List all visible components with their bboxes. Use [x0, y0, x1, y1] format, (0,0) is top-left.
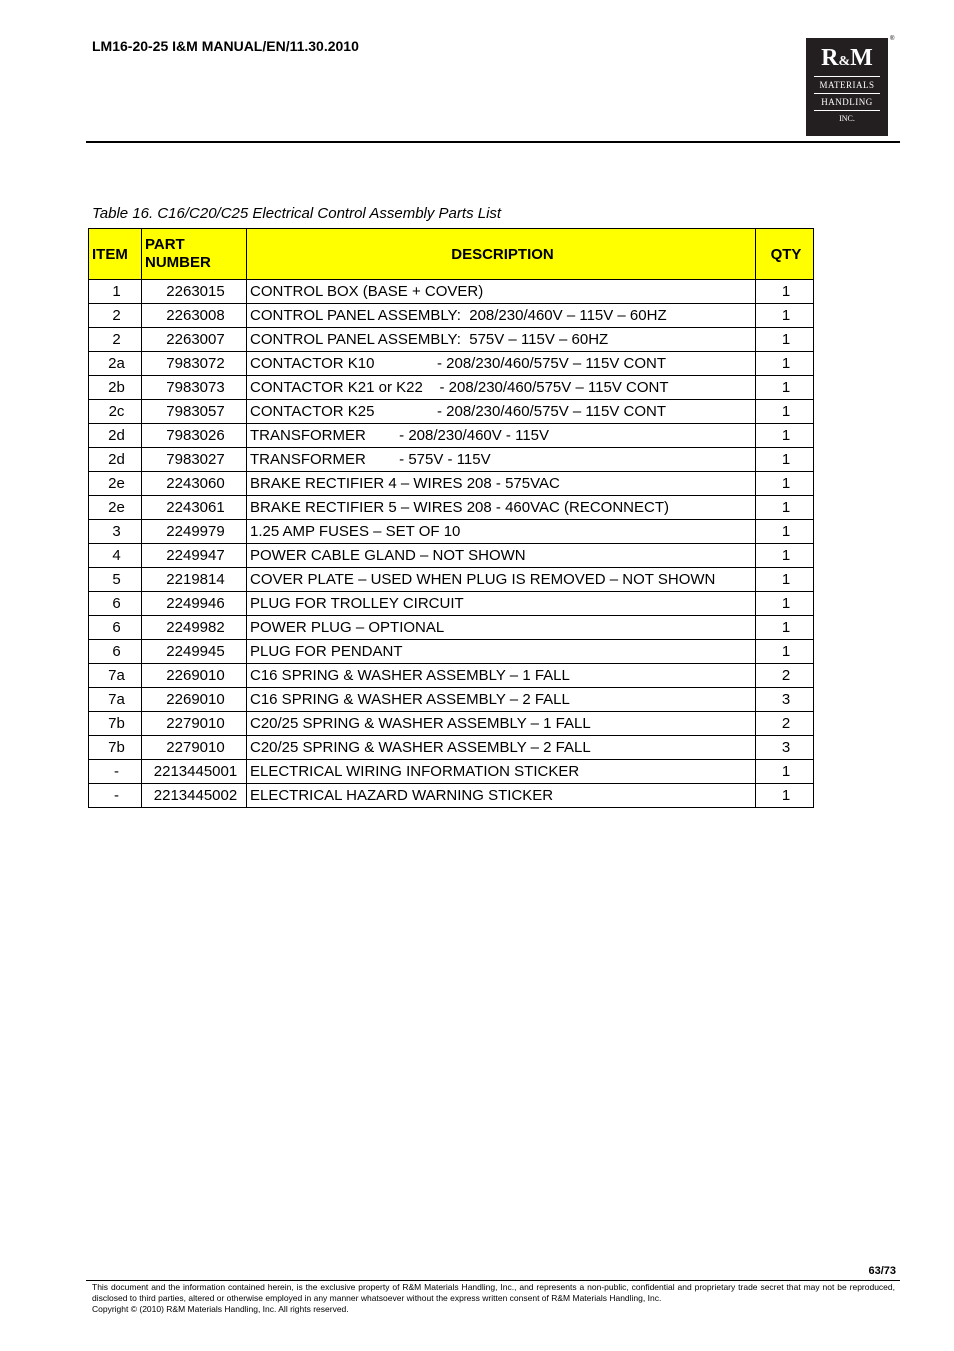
cell-part-number: 2249979	[142, 520, 247, 544]
table-row	[89, 328, 814, 352]
cell-qty: 1	[756, 784, 814, 808]
page-number: 63/73	[868, 1265, 896, 1277]
table-row	[89, 736, 814, 760]
cell-part-number: 2213445002	[142, 784, 247, 808]
cell-item: 2d	[89, 448, 142, 472]
cell-description: PLUG FOR TROLLEY CIRCUIT	[247, 592, 756, 616]
table-row	[89, 544, 814, 568]
header-qty: QTY	[756, 229, 814, 280]
cell-qty: 2	[756, 712, 814, 736]
cell-qty: 1	[756, 304, 814, 328]
cell-description: 1.25 AMP FUSES – SET OF 10	[247, 520, 756, 544]
table-body	[89, 280, 814, 808]
logo-line-handling: HANDLING	[821, 97, 873, 107]
cell-description: TRANSFORMER - 575V - 115V	[247, 448, 756, 472]
cell-part-number: 7983027	[142, 448, 247, 472]
cell-qty: 1	[756, 400, 814, 424]
cell-part-number: 2279010	[142, 736, 247, 760]
cell-description: POWER PLUG – OPTIONAL	[247, 616, 756, 640]
table-row	[89, 448, 814, 472]
cell-part-number: 2243061	[142, 496, 247, 520]
cell-description: CONTROL PANEL ASSEMBLY: 575V – 115V – 60HZ	[247, 328, 756, 352]
cell-part-number: 2219814	[142, 568, 247, 592]
confidentiality-notice: This document and the information contained herein, is the exclusive property of R&M Materials Handling, Inc., and represents a non-public, confidential and proprietary trade secret that may not be reproduced, disclosed to third parties, altered or otherwise employed in any manner whatsoever without the express written consent of R&M Materials Handling, Inc.	[92, 1282, 895, 1303]
cell-description: ELECTRICAL HAZARD WARNING STICKER	[247, 784, 756, 808]
cell-description: CONTROL PANEL ASSEMBLY: 208/230/460V – 115V – 60HZ	[247, 304, 756, 328]
table-row	[89, 640, 814, 664]
copyright-notice: Copyright © (2010) R&M Materials Handling, Inc. All rights reserved.	[92, 1304, 349, 1314]
cell-part-number: 2263007	[142, 328, 247, 352]
cell-item: 2d	[89, 424, 142, 448]
table-row	[89, 592, 814, 616]
table-row	[89, 304, 814, 328]
footer-notice	[92, 1282, 895, 1315]
table-header-row	[89, 229, 814, 280]
cell-qty: 2	[756, 664, 814, 688]
cell-item: 2	[89, 304, 142, 328]
cell-part-number: 7983073	[142, 376, 247, 400]
cell-description: CONTACTOR K21 or K22 - 208/230/460/575V – 115V CONT	[247, 376, 756, 400]
table-row	[89, 568, 814, 592]
cell-description: ELECTRICAL WIRING INFORMATION STICKER	[247, 760, 756, 784]
cell-part-number: 2249945	[142, 640, 247, 664]
cell-description: COVER PLATE – USED WHEN PLUG IS REMOVED – NOT SHOWN	[247, 568, 756, 592]
cell-qty: 1	[756, 472, 814, 496]
cell-part-number: 7983072	[142, 352, 247, 376]
cell-part-number: 7983057	[142, 400, 247, 424]
cell-item: 6	[89, 592, 142, 616]
cell-qty: 3	[756, 688, 814, 712]
cell-description: BRAKE RECTIFIER 4 – WIRES 208 - 575VAC	[247, 472, 756, 496]
cell-part-number: 2213445001	[142, 760, 247, 784]
cell-description: CONTACTOR K25 - 208/230/460/575V – 115V CONT	[247, 400, 756, 424]
cell-description: CONTROL BOX (BASE + COVER)	[247, 280, 756, 304]
table-row	[89, 712, 814, 736]
cell-item: 7b	[89, 712, 142, 736]
cell-qty: 1	[756, 448, 814, 472]
cell-description: CONTACTOR K10 - 208/230/460/575V – 115V CONT	[247, 352, 756, 376]
cell-item: -	[89, 760, 142, 784]
cell-item: 2c	[89, 400, 142, 424]
cell-part-number: 2249946	[142, 592, 247, 616]
table-caption: Table 16. C16/C20/C25 Electrical Control Assembly Parts List	[92, 205, 502, 222]
table-row	[89, 784, 814, 808]
cell-part-number: 2263015	[142, 280, 247, 304]
table-row	[89, 520, 814, 544]
logo-line-inc: INC.	[839, 114, 855, 123]
cell-part-number: 2269010	[142, 688, 247, 712]
cell-part-number: 2269010	[142, 664, 247, 688]
logo-monogram: R&M	[821, 45, 873, 71]
cell-item: 6	[89, 616, 142, 640]
cell-qty: 1	[756, 568, 814, 592]
table-row	[89, 760, 814, 784]
cell-description: C20/25 SPRING & WASHER ASSEMBLY – 2 FALL	[247, 736, 756, 760]
cell-part-number: 2263008	[142, 304, 247, 328]
cell-qty: 1	[756, 496, 814, 520]
cell-part-number: 2243060	[142, 472, 247, 496]
parts-list-table	[88, 228, 814, 808]
cell-item: 3	[89, 520, 142, 544]
cell-description: C16 SPRING & WASHER ASSEMBLY – 2 FALL	[247, 688, 756, 712]
table-row	[89, 400, 814, 424]
cell-qty: 1	[756, 520, 814, 544]
cell-description: PLUG FOR PENDANT	[247, 640, 756, 664]
cell-qty: 1	[756, 328, 814, 352]
cell-part-number: 2249947	[142, 544, 247, 568]
header-description: DESCRIPTION	[247, 229, 756, 280]
cell-qty: 1	[756, 592, 814, 616]
cell-item: 2e	[89, 496, 142, 520]
registered-mark: ®	[890, 36, 895, 42]
cell-qty: 3	[756, 736, 814, 760]
table-row	[89, 664, 814, 688]
cell-qty: 1	[756, 544, 814, 568]
company-logo	[806, 38, 888, 136]
table-row	[89, 616, 814, 640]
cell-description: C16 SPRING & WASHER ASSEMBLY – 1 FALL	[247, 664, 756, 688]
cell-item: 2b	[89, 376, 142, 400]
cell-qty: 1	[756, 352, 814, 376]
cell-qty: 1	[756, 280, 814, 304]
cell-description: TRANSFORMER - 208/230/460V - 115V	[247, 424, 756, 448]
cell-qty: 1	[756, 640, 814, 664]
cell-item: 2a	[89, 352, 142, 376]
cell-item: 7a	[89, 664, 142, 688]
cell-description: C20/25 SPRING & WASHER ASSEMBLY – 1 FALL	[247, 712, 756, 736]
cell-item: 4	[89, 544, 142, 568]
table-row	[89, 688, 814, 712]
cell-item: 7b	[89, 736, 142, 760]
cell-item: 2e	[89, 472, 142, 496]
cell-qty: 1	[756, 760, 814, 784]
header-divider	[86, 141, 900, 143]
cell-qty: 1	[756, 424, 814, 448]
cell-part-number: 2249982	[142, 616, 247, 640]
header-item: ITEM	[89, 229, 142, 280]
cell-item: 7a	[89, 688, 142, 712]
table-row	[89, 352, 814, 376]
table-row	[89, 472, 814, 496]
cell-item: 5	[89, 568, 142, 592]
cell-item: 6	[89, 640, 142, 664]
table-row	[89, 376, 814, 400]
cell-description: POWER CABLE GLAND – NOT SHOWN	[247, 544, 756, 568]
cell-qty: 1	[756, 616, 814, 640]
footer-divider	[86, 1280, 900, 1281]
table-row	[89, 280, 814, 304]
cell-part-number: 2279010	[142, 712, 247, 736]
logo-line-materials: MATERIALS	[819, 80, 875, 90]
document-id: LM16-20-25 I&M MANUAL/EN/11.30.2010	[92, 38, 359, 54]
table-row	[89, 424, 814, 448]
cell-description: BRAKE RECTIFIER 5 – WIRES 208 - 460VAC (RECONNECT)	[247, 496, 756, 520]
cell-item: 2	[89, 328, 142, 352]
cell-part-number: 7983026	[142, 424, 247, 448]
table-row	[89, 496, 814, 520]
cell-qty: 1	[756, 376, 814, 400]
header-part-number: PART NUMBER	[142, 229, 247, 280]
cell-item: 1	[89, 280, 142, 304]
cell-item: -	[89, 784, 142, 808]
